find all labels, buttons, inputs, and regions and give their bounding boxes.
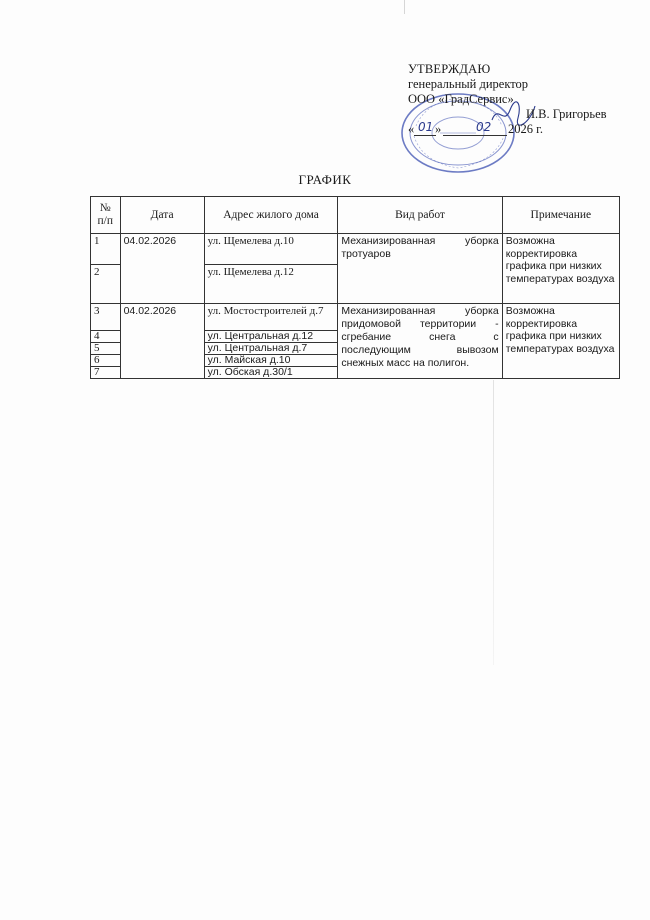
row-no: 6	[91, 355, 121, 367]
header-date: Дата	[120, 197, 204, 234]
row-address: ул. Центральная д.7	[204, 343, 338, 355]
row-no: 2	[91, 265, 121, 304]
row-no: 1	[91, 234, 121, 265]
row-no: 7	[91, 367, 121, 379]
row-date: 04.02.2026	[120, 304, 204, 379]
row-no: 5	[91, 343, 121, 355]
table-row	[91, 304, 620, 331]
row-date: 04.02.2026	[120, 234, 204, 304]
row-note: Возможна корректировка графика при низких температурах воздуха	[502, 234, 619, 304]
date-open-quote: «	[408, 122, 415, 136]
date-month: 02	[476, 120, 492, 134]
date-day: 01	[418, 120, 434, 134]
header-address: Адрес жилого дома	[204, 197, 338, 234]
row-no: 3	[91, 304, 121, 331]
row-work: Механизированная уборка придомовой территории - сгребание снега с последующим вывозом снежных масс на полигон.	[338, 304, 502, 379]
header-work: Вид работ	[338, 197, 502, 234]
row-address: ул. Щемелева д.10	[204, 234, 338, 265]
row-note: Возможна корректировка графика при низких температурах воздуха	[502, 304, 619, 379]
row-work: Механизированная уборка тротуаров	[338, 234, 502, 304]
row-address: ул. Центральная д.12	[204, 331, 338, 343]
date-year: 2026 г.	[508, 122, 543, 136]
approval-signer: И.В. Григорьев	[526, 107, 607, 121]
header-note: Примечание	[502, 197, 619, 234]
table-header-row	[91, 197, 620, 234]
approval-date	[408, 122, 623, 138]
row-address: ул. Щемелева д.12	[204, 265, 338, 304]
approval-block	[408, 62, 623, 138]
date-close-quote: »	[435, 122, 442, 136]
approval-company: ООО «ГрадСервис»	[408, 92, 514, 106]
approval-signer-line	[408, 107, 623, 122]
schedule-table	[90, 196, 620, 379]
approval-position: генеральный директор	[408, 77, 529, 91]
date-month-underline	[443, 135, 507, 136]
header-no: № п/п	[91, 197, 121, 234]
table-row	[91, 234, 620, 265]
document-title: ГРАФИК	[298, 172, 352, 187]
scan-mark	[404, 0, 405, 14]
row-address: ул. Майская д.10	[204, 355, 338, 367]
row-no: 4	[91, 331, 121, 343]
date-day-underline	[414, 135, 436, 136]
row-address: ул. Мостостроителей д.7	[204, 304, 338, 331]
approval-heading: УТВЕРЖДАЮ	[408, 62, 491, 76]
row-address: ул. Обская д.30/1	[204, 367, 338, 379]
scan-fold-mark	[493, 380, 494, 665]
